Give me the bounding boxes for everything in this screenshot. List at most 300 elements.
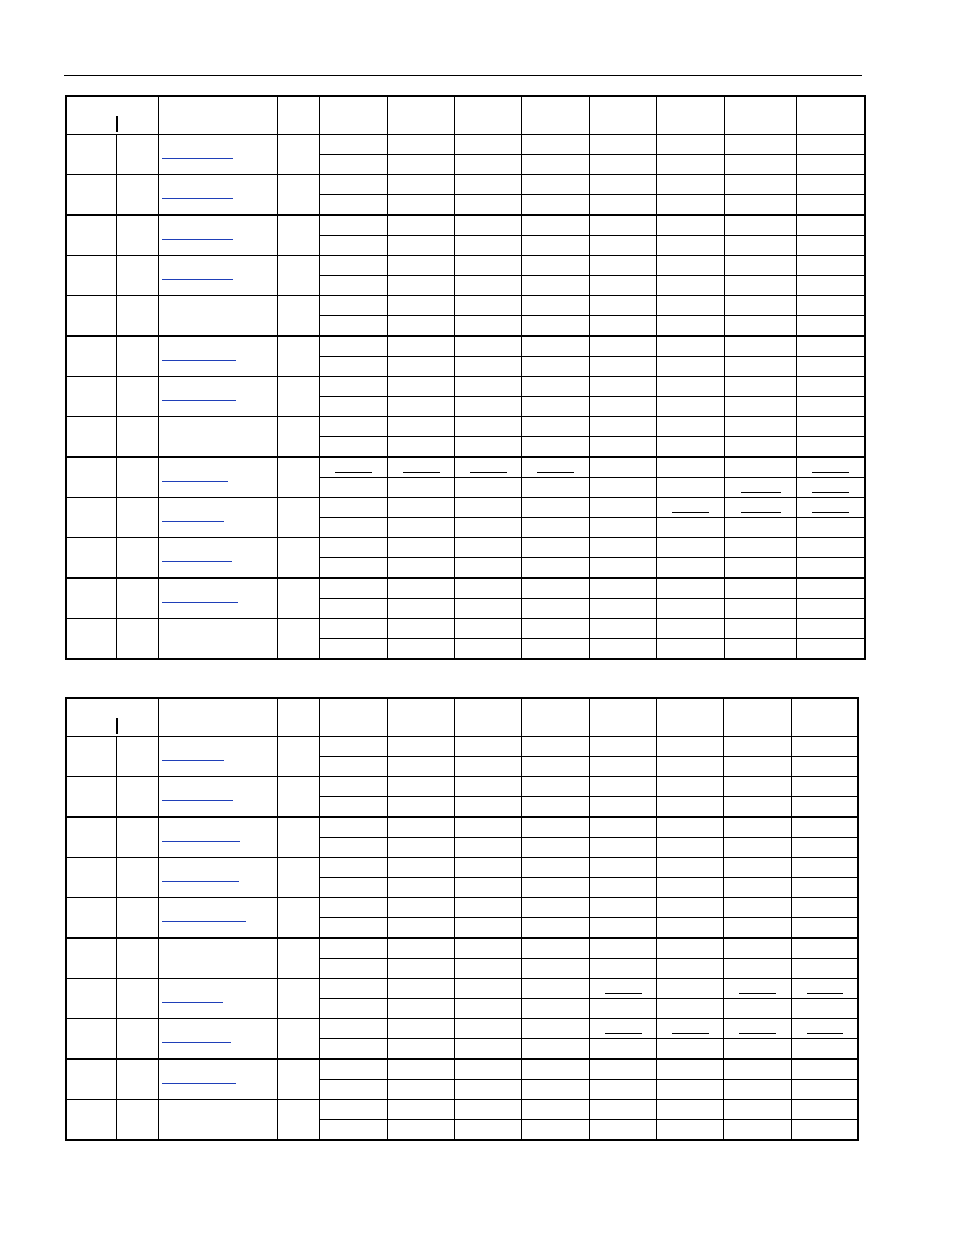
table-row — [66, 336, 865, 357]
data-cell — [387, 578, 454, 599]
data-cell — [454, 639, 521, 660]
hyperlink-underline[interactable] — [162, 881, 239, 882]
data-cell — [319, 878, 387, 898]
data-cell — [590, 737, 657, 757]
data-cell — [522, 377, 590, 397]
data-cell — [657, 797, 724, 818]
row-title-cell — [158, 619, 277, 660]
row-title-cell[interactable] — [158, 1059, 277, 1100]
row-id-cell — [66, 498, 116, 538]
data-cell — [454, 155, 521, 175]
data-cell — [657, 538, 725, 558]
data-cell — [454, 236, 521, 256]
header-divider-mark — [116, 718, 118, 734]
data-cell — [657, 639, 725, 660]
header-cell — [725, 96, 797, 135]
data-cell — [797, 296, 865, 316]
data-cell — [454, 959, 521, 979]
data-cell — [792, 817, 858, 838]
table-row — [66, 1019, 858, 1039]
data-cell — [657, 1039, 724, 1060]
data-cell — [657, 135, 725, 155]
data-cell — [792, 938, 858, 959]
row-id-cell — [66, 457, 116, 498]
data-cell — [797, 336, 865, 357]
data-cell — [590, 397, 657, 417]
row-title-cell — [158, 417, 277, 458]
data-cell — [522, 276, 590, 296]
data-cell — [522, 599, 590, 619]
hyperlink-underline[interactable] — [162, 521, 224, 522]
data-cell — [590, 316, 657, 337]
data-cell — [792, 757, 858, 777]
data-cell — [724, 999, 792, 1019]
data-cell — [522, 999, 590, 1019]
data-cell — [725, 195, 797, 216]
data-cell — [522, 817, 590, 838]
data-cell — [522, 215, 590, 236]
header-cell — [319, 96, 387, 135]
data-cell — [792, 979, 858, 999]
hyperlink-underline[interactable] — [162, 360, 236, 361]
row-id-cell — [66, 538, 116, 579]
data-cell — [454, 457, 521, 478]
header-cell — [319, 698, 387, 737]
data-cell — [657, 316, 725, 337]
data-cell — [725, 538, 797, 558]
row-flag-cell — [277, 215, 319, 256]
hyperlink-underline[interactable] — [162, 921, 246, 922]
data-cell — [724, 1059, 792, 1080]
row-flag-cell — [277, 377, 319, 417]
data-cell — [387, 498, 454, 518]
entry-underline — [739, 993, 776, 994]
hyperlink-underline[interactable] — [162, 481, 228, 482]
data-cell — [522, 777, 590, 797]
data-cell — [797, 478, 865, 498]
data-cell — [725, 417, 797, 437]
data-cell — [590, 296, 657, 316]
row-title-cell[interactable] — [158, 256, 277, 296]
data-cell — [725, 316, 797, 337]
data-cell — [454, 858, 521, 878]
data-cell — [454, 1019, 521, 1039]
data-cell — [724, 737, 792, 757]
row-flag-cell — [277, 578, 319, 619]
row-title-cell[interactable] — [158, 979, 277, 1019]
hyperlink-underline[interactable] — [162, 602, 238, 603]
row-title-cell — [158, 296, 277, 337]
data-cell — [319, 578, 387, 599]
data-cell — [319, 437, 387, 458]
row-code-cell — [116, 578, 158, 619]
data-cell — [724, 817, 792, 838]
data-cell — [387, 296, 454, 316]
data-cell — [797, 175, 865, 195]
data-cell — [387, 1080, 454, 1100]
row-id-cell — [66, 1019, 116, 1060]
header-rule — [64, 75, 862, 76]
row-id-cell — [66, 1059, 116, 1100]
hyperlink-underline[interactable] — [162, 841, 240, 842]
data-cell — [590, 518, 657, 538]
data-cell — [725, 135, 797, 155]
data-cell — [522, 296, 590, 316]
data-cell — [454, 336, 521, 357]
row-id-cell — [66, 979, 116, 1019]
data-cell — [319, 377, 387, 397]
data-cell — [657, 357, 725, 377]
data-cell — [725, 639, 797, 660]
row-id-cell — [66, 619, 116, 660]
row-code-cell — [116, 215, 158, 256]
row-id-cell — [66, 858, 116, 898]
data-cell — [792, 999, 858, 1019]
row-title-cell[interactable] — [158, 336, 277, 377]
data-cell — [319, 296, 387, 316]
row-flag-cell — [277, 858, 319, 898]
data-cell — [657, 898, 724, 918]
row-code-cell — [116, 737, 158, 777]
data-cell — [319, 276, 387, 296]
data-cell — [454, 437, 521, 458]
data-cell — [387, 256, 454, 276]
data-cell — [522, 639, 590, 660]
row-code-cell — [116, 898, 158, 939]
data-cell — [522, 898, 590, 918]
data-cell — [657, 619, 725, 639]
data-cell — [319, 1080, 387, 1100]
row-flag-cell — [277, 135, 319, 175]
row-title-cell[interactable] — [158, 898, 277, 939]
row-title-cell[interactable] — [158, 498, 277, 538]
data-cell — [725, 498, 797, 518]
data-cell — [725, 357, 797, 377]
data-cell — [454, 1059, 521, 1080]
data-cell — [797, 215, 865, 236]
row-title-cell[interactable] — [158, 457, 277, 498]
row-id-cell — [66, 817, 116, 858]
data-cell — [319, 1120, 387, 1141]
data-cell — [724, 797, 792, 818]
data-cell — [797, 518, 865, 538]
data-cell — [454, 538, 521, 558]
table-row — [66, 135, 865, 155]
data-cell — [454, 357, 521, 377]
data-cell — [454, 979, 521, 999]
data-cell — [725, 619, 797, 639]
data-cell — [792, 797, 858, 818]
data-cell — [454, 558, 521, 579]
data-cell — [522, 518, 590, 538]
data-cell — [590, 457, 657, 478]
data-cell — [657, 959, 724, 979]
header-cell — [277, 698, 319, 737]
data-cell — [590, 256, 657, 276]
data-cell — [319, 256, 387, 276]
data-cell — [797, 195, 865, 216]
data-cell — [319, 1100, 387, 1120]
data-cell — [590, 797, 657, 818]
data-cell — [724, 757, 792, 777]
row-title-cell[interactable] — [158, 1019, 277, 1060]
hyperlink-underline[interactable] — [162, 198, 233, 199]
data-cell — [797, 578, 865, 599]
row-code-cell — [116, 256, 158, 296]
hyperlink-underline[interactable] — [162, 1002, 223, 1003]
data-cell — [590, 276, 657, 296]
row-code-cell — [116, 296, 158, 337]
entry-underline — [470, 472, 507, 473]
data-cell — [387, 777, 454, 797]
data-cell — [387, 1019, 454, 1039]
data-cell — [387, 316, 454, 337]
data-cell — [792, 1100, 858, 1120]
data-cell — [387, 1039, 454, 1060]
hyperlink-underline[interactable] — [162, 561, 232, 562]
entry-underline — [739, 1033, 776, 1034]
data-cell — [590, 898, 657, 918]
data-cell — [522, 498, 590, 518]
hyperlink-underline[interactable] — [162, 158, 233, 159]
table-row — [66, 938, 858, 959]
row-code-cell — [116, 336, 158, 377]
data-cell — [657, 377, 725, 397]
row-title-cell[interactable] — [158, 215, 277, 256]
header-cell — [590, 96, 657, 135]
data-cell — [522, 1120, 590, 1141]
schedule-table-2 — [65, 697, 859, 1141]
row-id-cell — [66, 256, 116, 296]
row-flag-cell — [277, 296, 319, 337]
row-title-cell[interactable] — [158, 817, 277, 858]
data-cell — [657, 397, 725, 417]
data-cell — [724, 838, 792, 858]
data-cell — [522, 417, 590, 437]
entry-underline — [741, 512, 781, 513]
data-cell — [319, 357, 387, 377]
data-cell — [657, 175, 725, 195]
data-cell — [657, 817, 724, 838]
header-cell — [454, 698, 521, 737]
data-cell — [387, 1100, 454, 1120]
data-cell — [522, 135, 590, 155]
data-cell — [454, 175, 521, 195]
row-flag-cell — [277, 938, 319, 979]
data-cell — [725, 256, 797, 276]
data-cell — [792, 1039, 858, 1060]
row-id-cell — [66, 336, 116, 377]
header-cell — [522, 96, 590, 135]
table-row — [66, 215, 865, 236]
table-row — [66, 578, 865, 599]
data-cell — [657, 737, 724, 757]
data-cell — [657, 1120, 724, 1141]
data-cell — [657, 518, 725, 538]
data-cell — [590, 858, 657, 878]
schedule-table-1 — [65, 95, 866, 660]
table-row — [66, 538, 865, 558]
data-cell — [319, 817, 387, 838]
data-cell — [724, 1120, 792, 1141]
data-cell — [657, 1100, 724, 1120]
data-cell — [724, 1100, 792, 1120]
row-title-cell[interactable] — [158, 737, 277, 777]
row-code-cell — [116, 1100, 158, 1141]
data-cell — [590, 878, 657, 898]
entry-underline — [335, 472, 372, 473]
data-cell — [387, 959, 454, 979]
data-cell — [387, 155, 454, 175]
data-cell — [387, 437, 454, 458]
data-cell — [590, 135, 657, 155]
data-cell — [797, 619, 865, 639]
data-cell — [387, 377, 454, 397]
hyperlink-underline[interactable] — [162, 1083, 236, 1084]
row-code-cell — [116, 135, 158, 175]
row-title-cell — [158, 938, 277, 979]
entry-underline — [812, 492, 849, 493]
data-cell — [725, 377, 797, 397]
data-cell — [657, 296, 725, 316]
data-cell — [657, 417, 725, 437]
entry-underline — [741, 492, 781, 493]
row-title-cell[interactable] — [158, 135, 277, 175]
data-cell — [797, 538, 865, 558]
data-cell — [590, 357, 657, 377]
row-id-cell — [66, 737, 116, 777]
table-row — [66, 1100, 858, 1120]
data-cell — [590, 777, 657, 797]
data-cell — [522, 558, 590, 579]
header-cell — [158, 96, 277, 135]
row-code-cell — [116, 538, 158, 579]
row-title-cell[interactable] — [158, 538, 277, 579]
data-cell — [590, 498, 657, 518]
row-id-cell — [66, 296, 116, 337]
data-cell — [319, 959, 387, 979]
table-row — [66, 1059, 858, 1080]
data-cell — [590, 599, 657, 619]
data-cell — [657, 979, 724, 999]
data-cell — [522, 175, 590, 195]
table-row — [66, 417, 865, 437]
row-title-cell[interactable] — [158, 175, 277, 216]
hyperlink-underline[interactable] — [162, 279, 233, 280]
data-cell — [590, 979, 657, 999]
data-cell — [522, 457, 590, 478]
data-cell — [797, 135, 865, 155]
data-cell — [522, 838, 590, 858]
table-row — [66, 737, 858, 757]
row-flag-cell — [277, 1019, 319, 1060]
row-code-cell — [116, 175, 158, 216]
data-cell — [725, 437, 797, 458]
data-cell — [387, 797, 454, 818]
row-code-cell — [116, 377, 158, 417]
header-cell — [66, 96, 158, 135]
data-cell — [319, 898, 387, 918]
row-flag-cell — [277, 777, 319, 818]
hyperlink-underline[interactable] — [162, 239, 233, 240]
data-cell — [387, 979, 454, 999]
data-cell — [522, 979, 590, 999]
data-cell — [319, 518, 387, 538]
data-cell — [590, 538, 657, 558]
row-title-cell[interactable] — [158, 578, 277, 619]
hyperlink-underline[interactable] — [162, 1042, 231, 1043]
data-cell — [797, 276, 865, 296]
data-cell — [657, 256, 725, 276]
data-cell — [387, 1059, 454, 1080]
data-cell — [454, 737, 521, 757]
data-cell — [657, 195, 725, 216]
data-cell — [387, 215, 454, 236]
data-cell — [657, 236, 725, 256]
data-cell — [522, 938, 590, 959]
header-divider-mark — [116, 116, 118, 132]
row-code-cell — [116, 457, 158, 498]
data-cell — [387, 175, 454, 195]
row-title-cell[interactable] — [158, 377, 277, 417]
data-cell — [725, 215, 797, 236]
data-cell — [454, 296, 521, 316]
data-cell — [522, 336, 590, 357]
data-cell — [454, 599, 521, 619]
row-title-cell[interactable] — [158, 777, 277, 818]
row-flag-cell — [277, 538, 319, 579]
data-cell — [387, 236, 454, 256]
hyperlink-underline[interactable] — [162, 400, 236, 401]
data-cell — [454, 817, 521, 838]
data-cell — [590, 1080, 657, 1100]
data-cell — [725, 518, 797, 538]
row-code-cell — [116, 1019, 158, 1060]
data-cell — [522, 737, 590, 757]
data-cell — [454, 135, 521, 155]
data-cell — [319, 979, 387, 999]
row-code-cell — [116, 938, 158, 979]
data-cell — [792, 959, 858, 979]
data-cell — [522, 538, 590, 558]
hyperlink-underline[interactable] — [162, 800, 233, 801]
data-cell — [725, 336, 797, 357]
data-cell — [657, 478, 725, 498]
row-flag-cell — [277, 417, 319, 458]
data-cell — [387, 558, 454, 579]
entry-underline — [403, 472, 440, 473]
data-cell — [522, 357, 590, 377]
row-title-cell[interactable] — [158, 858, 277, 898]
entry-underline — [537, 472, 574, 473]
hyperlink-underline[interactable] — [162, 760, 224, 761]
row-flag-cell — [277, 457, 319, 498]
data-cell — [319, 397, 387, 417]
data-cell — [792, 1019, 858, 1039]
data-cell — [319, 1019, 387, 1039]
data-cell — [797, 498, 865, 518]
data-cell — [657, 878, 724, 898]
row-id-cell — [66, 898, 116, 939]
data-cell — [319, 478, 387, 498]
data-cell — [522, 195, 590, 216]
data-cell — [657, 578, 725, 599]
data-cell — [725, 558, 797, 579]
row-code-cell — [116, 858, 158, 898]
data-cell — [387, 757, 454, 777]
data-cell — [319, 417, 387, 437]
data-cell — [725, 578, 797, 599]
